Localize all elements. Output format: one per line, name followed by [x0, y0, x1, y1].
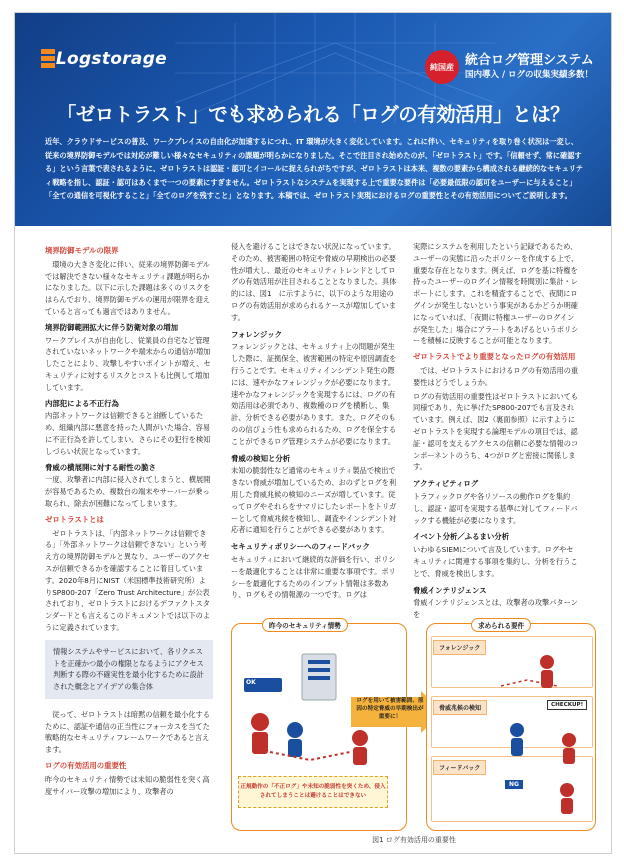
paragraph: ログの有効活用の重要性はゼロトラストにおいても同様であり、先に挙げたSP800-207でも言及されています。例えば、図2（裏面参照）に示すようにゼロトラストを実現する論理モデルの項目では、認証・認可を支えるアクセスの信頼に必要な情報のコンポーネントのうち、4つがログと密接に関係します。 [413, 391, 579, 472]
column-2 [231, 241, 397, 603]
definition-box: 情報システムやサービスにおいて、各リクエストを正確かつ最小の権限となるようにアクセス判断する際の不確実性を最小化するために設計された概念とアイデアの集合体 [45, 640, 213, 699]
system-title: 統合ログ管理システム [465, 53, 594, 68]
logo-text: Logstorage [55, 49, 167, 69]
arrow-text: ログを用いて被害範囲、原因の特定脅威の早期検出が重要に！ [356, 698, 424, 720]
panel-title-left: 昨今のセキュリティ情勢 [262, 618, 348, 632]
logo-mark-icon [41, 49, 52, 69]
subheading: 境界防御範囲拡大に伴う防衛対象の増加 [45, 322, 179, 332]
requirement-label: フォレンジック [433, 640, 486, 655]
paragraph: 侵入を避けることはできない状況になっています。そのため、被害範囲の特定や脅威の早期検出の必要性が増大し、最近のセキュリティトレンドとしてログの有効活用が注目されることとなりました。具体的には、図1 に示すように、以下のような用途のログの有効活用が求められるケースが増加しています。 [231, 242, 397, 322]
system-subtitle: 国内導入 / ログの収集実績多数！ [465, 70, 594, 80]
subheading: イベント分析／ふるまい分析 [413, 532, 510, 542]
logstorage-logo [41, 47, 167, 71]
subheading: アクティビティログ [413, 479, 479, 489]
checkup-label: CHECKUP! [547, 700, 587, 710]
section-heading: ゼロトラストでより重要となったログの有効活用 [413, 352, 576, 362]
figure-1 [231, 623, 597, 845]
column-3 [413, 241, 579, 623]
paragraph: ワークプレイスが自由化し、従業員の自宅など管理されていないネットワークや端末からの通信が増加したことにより、攻撃しやすいポイントが増え、セキュリティに対するリスクとコストも比例して増加しています。 [45, 335, 211, 392]
paragraph: フォレンジックとは、セキュリティ上の問題が発生した際に、証拠保全、被害範囲の特定や原因調査を行うことです。セキュリティインシデント発生の際には、速やかなフォレンジックが必要になります。速やかなフォレンジックを実現するには、ログの有効活用は必須であり、複数種のログを横断し、集計、分析できる必要があります。また、ログそのものの信ぴょう性も求められるため、ログを保全することができるログ管理システムが必要になります。 [231, 342, 397, 446]
paragraph: 脅威インテリジェンスとは、攻撃者の攻撃パターンを [413, 598, 578, 620]
lead-paragraph: 近年、クラウドサービスの普及、ワークプレイスの自由化が加速するにつれ、IT 環境が大きく変化しています。これに伴い、セキュリティを取り巻く状況は一変し、従来の境界防御モデルでは対応が難しい様々なセキュリティの課題が明らかになりました。そこで注目され始めたのが、「ゼロトラスト」です。「信頼せず、常に確認する」という言葉で表されるように、ゼロトラストは認証・認可とイコールに捉えられがちですが、ゼロトラストは本来、複数の要素から構成される継続的なセキュリティ戦略を指し、認証・認可はあくまで一つの要素にすぎません。ゼロトラストなシステムを実現する上で重要な要件は「必要最低限の認可をユーザーに与えること」「全ての通信を可視化すること」「全てのログを残すこと」となります。本稿では、ゼロトラスト実現におけるログの重要性とその有効活用についてご説明します。 [45, 137, 583, 201]
figure-callout: 正規動作の「不正ログ」や未知の脆弱性を突くため、侵入されてしまうことは避けることはできない [238, 776, 388, 808]
paragraph: ゼロトラストは、「内部ネットワークは信頼できる」「外部ネットワークは信頼できない」という考え方の境界防御モデルと異なり、ユーザーのアクセスが信頼できるかを確認することに着目しています。2020年8月にNIST（米国標準技術研究所）よりSP800-207「Zero Trust Architecture」が公表されており、ゼロトラストにおけるデファクトスタンダードとも言えるこのドキュメントでは以下のように定義されています。 [45, 528, 211, 632]
paragraph: セキュリティにおいて継続的な評価を行い、ポリシーを最適化することは非常に重要な事項です。ポリシーを最適化するためのインプット情報は多数あり、ログもその情報源の一つです。ログは [231, 554, 396, 600]
paragraph: トラフィックログや各リソースの動作ログを集約し、認証・認可を実現する基準に対してフィードバックする機能が必要になります。 [413, 491, 578, 525]
subheading: 脅威の横展開に対する耐性の脆さ [45, 462, 156, 472]
column-1 [45, 241, 213, 799]
section-heading: ゼロトラストとは [45, 514, 104, 524]
ok-label: OK [246, 679, 256, 686]
paragraph: 昨今のセキュリティ情勢では未知の脆弱性を突く高度サイバー攻撃の増加により、攻撃者の [45, 774, 210, 796]
requirements-illustration [497, 650, 589, 820]
figure-panel-requirements [426, 623, 596, 831]
subheading: 脅威インテリジェンス [413, 585, 487, 595]
paragraph: では、ゼロトラストにおけるログの有効活用の重要性はどうでしょうか。 [413, 365, 579, 387]
page-headline: 「ゼロトラスト」でも求められる「ログの有効活用」とは？ [56, 103, 570, 126]
paragraph: 未知の脆弱性など通常のセキュリティ製品で検出できない脅威が増加しているため、おのずとログを利用した脅威兆候の検知のニーズが増しています。従ってログやそれらをサマリにしたレポートをトリガーとして脅威兆候を検知し、調査やインシデント対応者に通知を行うことができる必要があります。 [231, 466, 397, 535]
subheading: フォレンジック [231, 329, 282, 339]
document-page [14, 12, 612, 854]
domestic-badge: 純国産 [425, 50, 459, 84]
paragraph: 一度、攻撃者に内部に侵入されてしまうと、横展開が容易であるため、複数台の端末やサーバーが乗っ取られ、除去が困難になってしまいます。 [45, 475, 211, 508]
panel-title-right: 求められる要件 [471, 618, 531, 632]
paragraph: 環境の大きさ変化に伴い、従来の境界防御モデルでは解決できない様々なセキュリティ課題が明らかになりました。以下に示した課題は多くのリスクをはらんでおり、境界防御モデルの運用が限界を迎えていると言っても過言ではありません。 [45, 259, 211, 316]
paragraph: 内部ネットワークは信頼できると油断しているため、組織内部に悪意を持った人間がいた場合、容易に不正行為を許してしまい、さらにその犯行を検知しづらい状況となっています。 [45, 411, 211, 456]
paragraph: いわゆるSIEMについて言及しています。ログやセキュリティに関連する事項を集約し、分析を行うことで、脅威を検出します。 [413, 545, 578, 578]
section-heading: 境界防御モデルの限界 [45, 246, 119, 255]
ng-label: NG [505, 780, 523, 789]
requirement-label: 脅威兆候の検知 [433, 700, 487, 715]
requirement-label: フィードバック [433, 760, 486, 775]
section-heading: ログの有効活用の重要性 [45, 761, 127, 771]
subheading: 脅威の検知と分析 [231, 453, 291, 463]
subheading: セキュリティポリシーへのフィードバック [231, 542, 370, 552]
subheading: 内部犯による不正行為 [45, 398, 119, 408]
paragraph: 実際にシステムを利用したという記録であるため、ユーザーの実態に沿ったポリシーを作成する上で、重要な存在となります。例えば、ログを基に特権を持ったユーザーのログイン情報を時間別に集計・レポートにします。これを精査することで、夜間にログインが発生しないという事実があるかどうか明確になっていれば、「夜間に特権ユーザーのログインが発生した」場合にアラートをあげるというポリシーを積極に反映することが可能となります。 [413, 242, 579, 346]
paragraph: 従って、ゼロトラストは暗黙の信頼を最小化するために、認証や通信の正当性にフォーカスを当てた戦略的なセキュリティフレームワークであると言えます。 [45, 709, 210, 755]
figure-caption: 図1 ログ有効活用の重要性 [372, 836, 456, 844]
hero-banner [15, 13, 611, 226]
